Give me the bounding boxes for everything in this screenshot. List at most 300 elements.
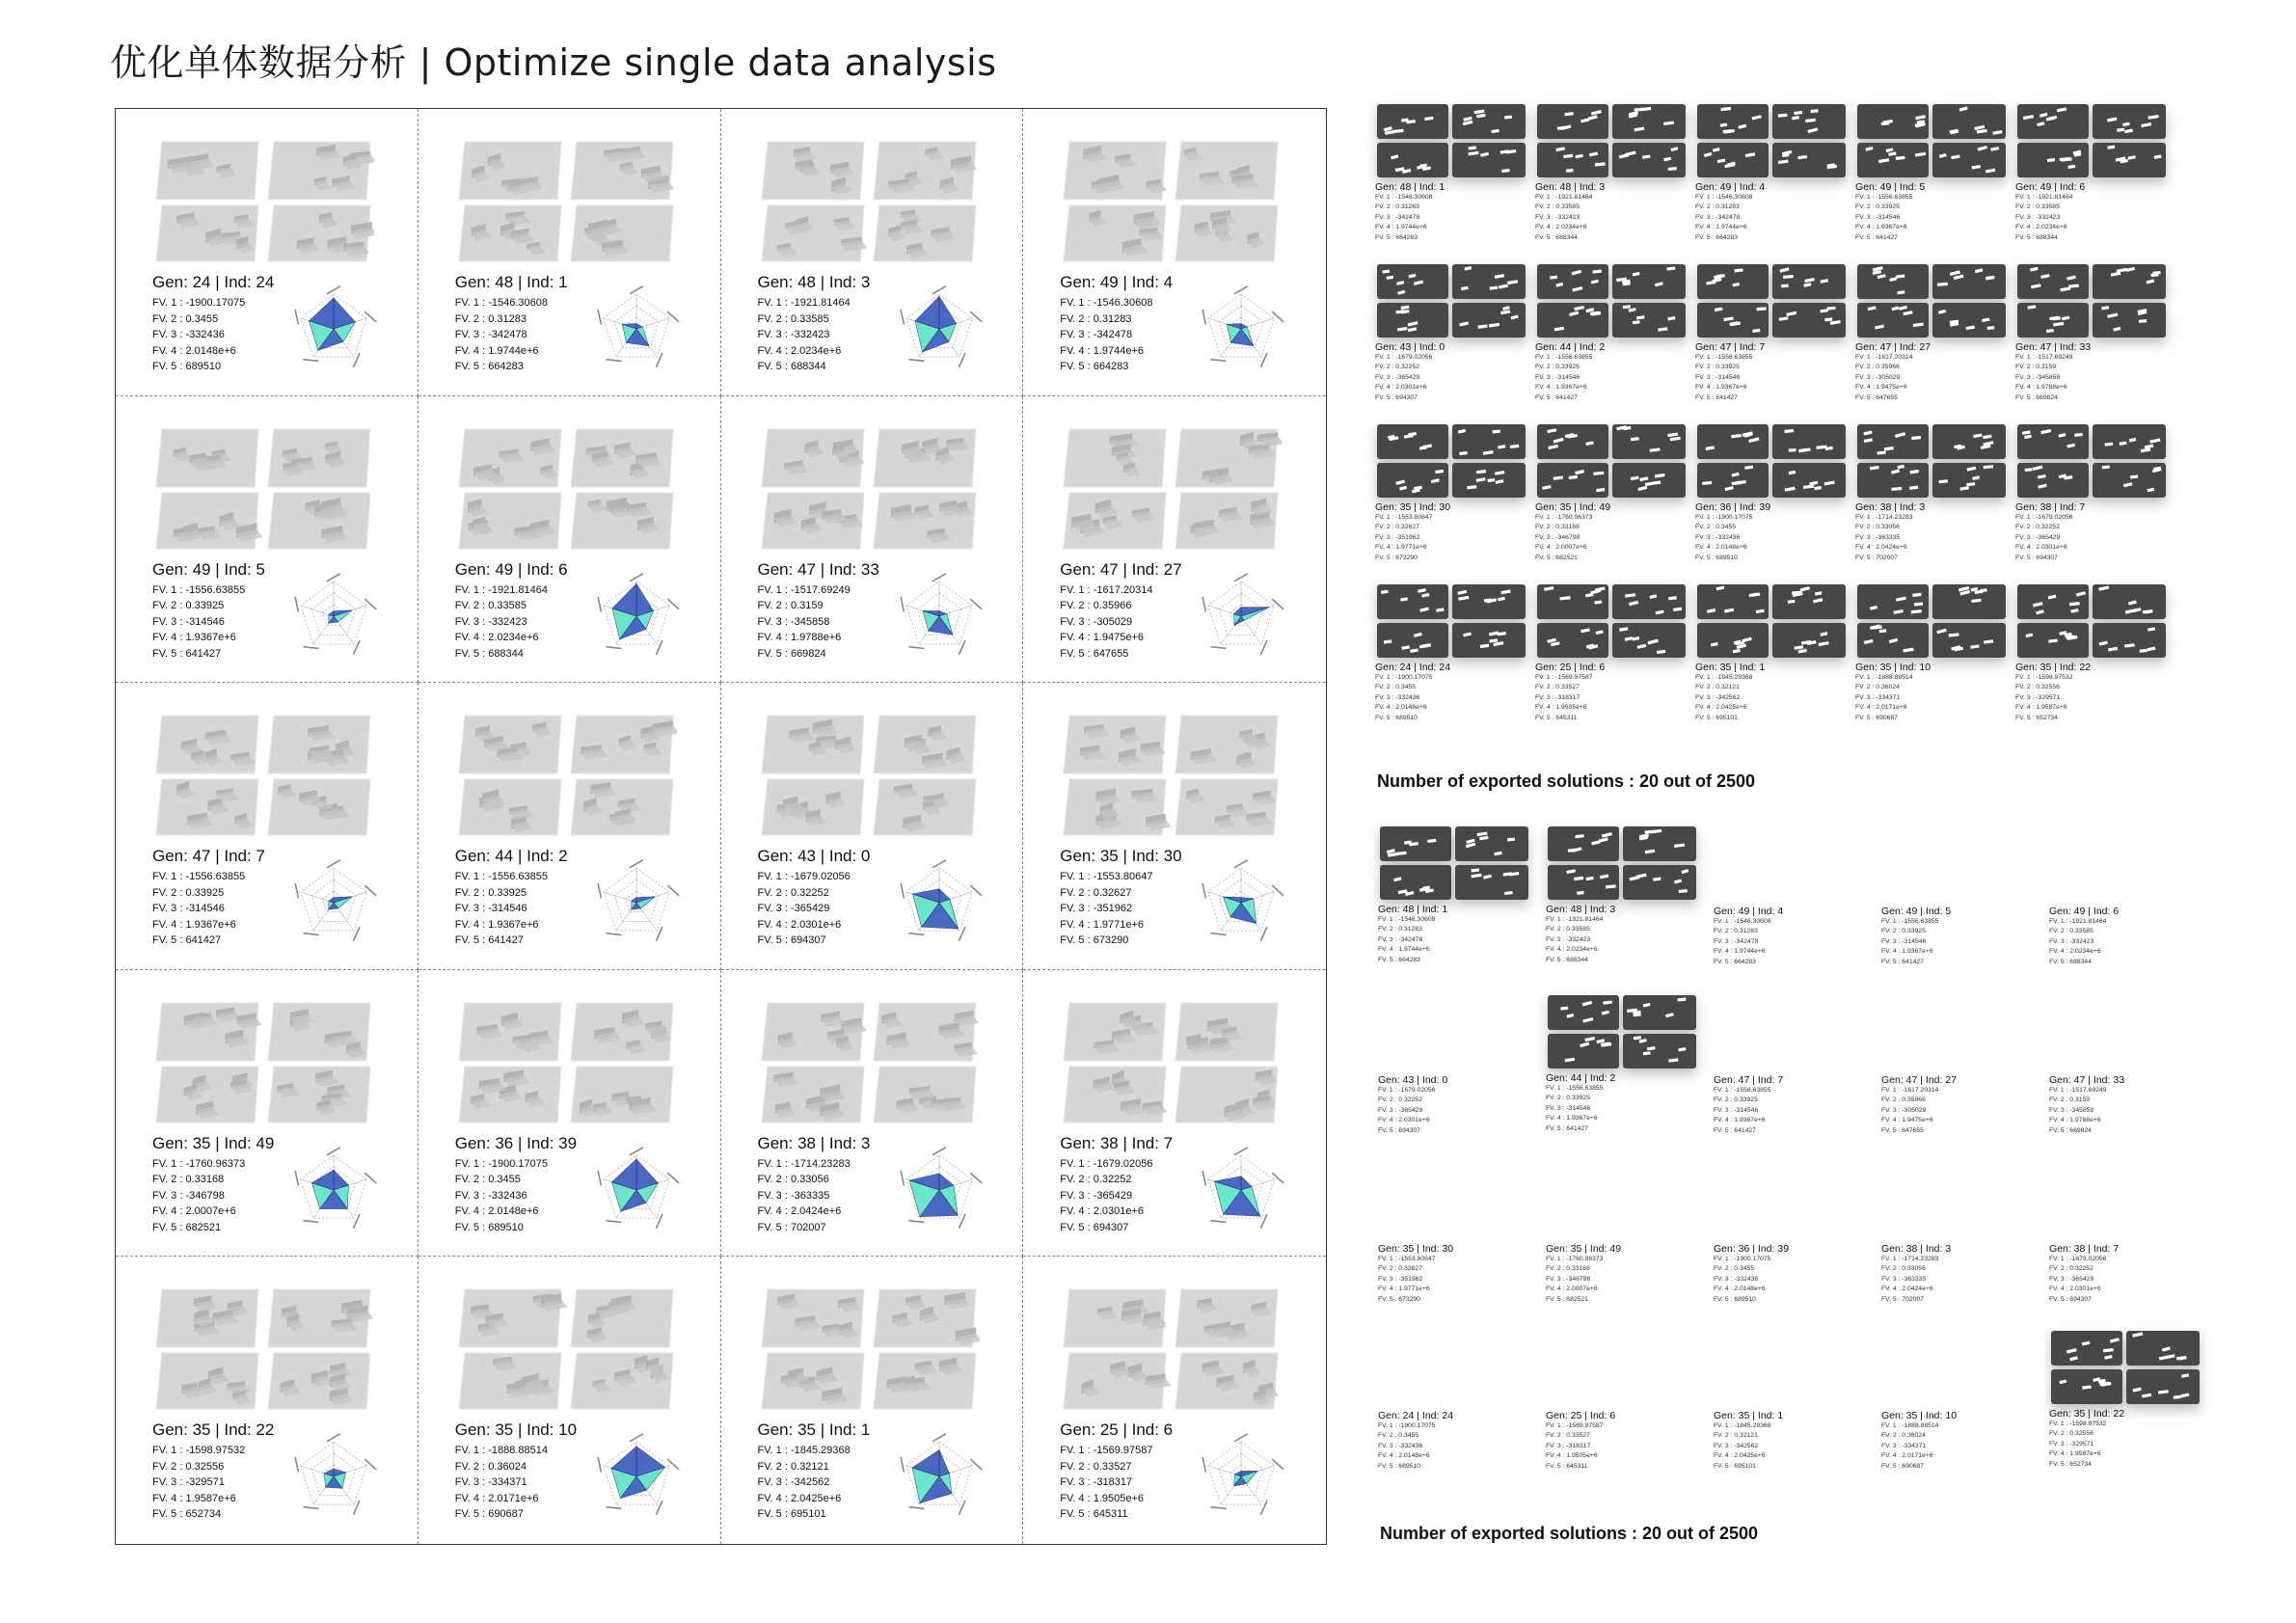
fitness-value: FV. 2 : 0.31283 [1714, 928, 1758, 935]
fitness-value: FV. 3 : -346798 [1546, 1275, 1591, 1283]
radar-axis-label [1260, 639, 1268, 654]
site-block [2017, 424, 2089, 459]
solution-thumbnail[interactable] [1535, 582, 1689, 723]
radar-axis-label [294, 883, 299, 899]
solution-thumbnail[interactable] [1881, 1410, 2036, 1472]
solution-title: Gen: 48 | Ind: 3 [1546, 904, 1616, 915]
solution-title: Gen: 47 | Ind: 27 [1060, 559, 1182, 579]
solution-thumbnail[interactable] [2049, 906, 2203, 967]
site-block [459, 1353, 561, 1409]
fitness-value: FV. 1 : -1517.69249 [757, 583, 851, 596]
fitness-value: FV. 5 : 669824 [757, 647, 826, 660]
fitness-value: FV. 2 : 0.36024 [454, 1460, 527, 1473]
solution-thumbnail[interactable] [2015, 422, 2170, 563]
solution-thumbnail[interactable] [1375, 102, 1529, 243]
fitness-value: FV. 3 : -332423 [2049, 937, 2094, 945]
radar-axis-label [958, 1501, 965, 1515]
fitness-value: FV. 2 : 0.32556 [152, 1460, 225, 1473]
fitness-value: FV. 4 : 1.9587e+6 [2049, 1450, 2101, 1458]
fitness-value: FV. 4 : 2.0425e+6 [757, 1492, 842, 1504]
solution-thumbnail[interactable] [2015, 582, 2170, 723]
exported-count-label-top: Number of exported solutions : 20 out of 2500 [1377, 771, 1756, 791]
fitness-value: FV. 3 : -332423 [1535, 213, 1580, 221]
fitness-value: FV. 1 : -1921.81464 [2015, 194, 2073, 201]
site-block [1697, 584, 1769, 619]
site-block [1612, 303, 1686, 338]
fitness-value: FV. 2 : 0.33925 [1714, 1096, 1758, 1104]
fitness-value: FV. 4 : 1.9744e+6 [1378, 946, 1430, 954]
massing-model-render [758, 425, 980, 551]
massing-model-render [1060, 138, 1282, 263]
radar-chart [1195, 570, 1287, 663]
radar-chart [1195, 856, 1287, 949]
fitness-value: FV. 1 : -1679.02056 [1375, 354, 1433, 361]
site-block [1064, 1289, 1167, 1347]
site-block [1377, 623, 1448, 658]
radar-axis-label [1272, 885, 1284, 897]
radar-axis-label [908, 1220, 924, 1223]
solution-thumbnail[interactable] [2049, 1074, 2203, 1136]
site-block [1772, 104, 1846, 139]
fitness-value: FV. 3 : -342562 [1695, 693, 1741, 701]
site-block [571, 1289, 673, 1347]
site-block [1623, 1034, 1696, 1068]
fitness-value: FV. 5 : 695101 [1714, 1462, 1756, 1470]
site-block [1452, 264, 1526, 299]
site-block [1377, 104, 1448, 139]
solution-thumbnail[interactable] [1695, 582, 1850, 723]
site-block [268, 1003, 370, 1061]
site-block [1857, 104, 1929, 139]
building-mass [2025, 468, 2033, 472]
fitness-value: FV. 4 : 1.9367e+6 [152, 918, 236, 931]
site-block [459, 1067, 561, 1123]
fitness-value: FV. 2 : 0.3159 [757, 600, 824, 612]
site-block [268, 1289, 373, 1347]
fitness-value: FV. 1 : -1617.20314 [1060, 583, 1153, 596]
solution-thumbnail[interactable] [1378, 825, 1532, 965]
solution-thumbnail[interactable] [1695, 262, 1850, 403]
fitness-value: FV. 4 : 2.0007e+6 [1546, 1285, 1598, 1293]
radar-axis-label [1202, 883, 1207, 899]
fitness-value: FV. 4 : 1.9367e+6 [1695, 384, 1747, 392]
fitness-values [1060, 1156, 1152, 1236]
solution-title: Gen: 35 | Ind: 10 [454, 1420, 578, 1440]
radar-axis-label [365, 1172, 377, 1183]
site-block [1857, 303, 1929, 338]
fitness-value: FV. 4 : 1.9475e+6 [1060, 632, 1144, 644]
fitness-value: FV. 2 : 0.36024 [1881, 1432, 1926, 1440]
solution-card [721, 1257, 1024, 1544]
massing-model-render [1855, 262, 2008, 339]
solution-thumbnail[interactable] [1378, 1074, 1532, 1136]
fitness-value: FV. 4 : 1.9505e+6 [1535, 704, 1587, 712]
radar-axis-label [655, 927, 662, 941]
site-block [762, 1003, 867, 1061]
fitness-value: FV. 3 : -365429 [1378, 1106, 1423, 1114]
fitness-value: FV. 1 : -1617.20314 [1855, 354, 1913, 361]
fitness-value: FV. 4 : 2.0425e+6 [1714, 1452, 1766, 1460]
radar-axis-label [1202, 596, 1207, 611]
solution-thumbnail[interactable] [1546, 1243, 1700, 1305]
fitness-value: FV. 4 : 2.0148e+6 [454, 1205, 539, 1218]
fitness-value: FV. 1 : -1714.23283 [757, 1157, 851, 1170]
site-block [1857, 584, 1929, 619]
fitness-value: FV. 5 : 688344 [2015, 233, 2058, 241]
fitness-value: FV. 1 : -1679.02056 [2049, 1256, 2107, 1262]
solution-thumbnail[interactable] [1855, 582, 2010, 723]
site-block [762, 1067, 864, 1123]
site-block [2093, 104, 2166, 139]
fitness-value: FV. 1 : -1845.29368 [757, 1445, 851, 1457]
radar-axis-label [303, 1506, 318, 1509]
fitness-value: FV. 2 : 0.32252 [1060, 1174, 1132, 1186]
solution-title: Gen: 35 | Ind: 22 [2049, 1408, 2125, 1420]
massing-model-render [1375, 422, 1527, 500]
fitness-value: FV. 5 : 702007 [757, 1221, 826, 1233]
solution-thumbnail[interactable] [1714, 1410, 1868, 1472]
solution-title: Gen: 47 | Ind: 33 [2049, 1074, 2125, 1086]
fitness-value: FV. 5 : 689510 [1714, 1295, 1756, 1303]
fitness-value: FV. 2 : 0.33585 [1546, 926, 1590, 933]
fitness-value: FV. 2 : 0.33585 [2049, 928, 2093, 935]
fitness-value: FV. 1 : -1553.80647 [1060, 871, 1153, 883]
site-block [1697, 463, 1769, 498]
fitness-value: FV. 3 : -332423 [2015, 213, 2061, 221]
massing-model-render [1378, 825, 1530, 902]
solution-thumbnail[interactable] [1881, 1243, 2036, 1305]
massing-model-render [455, 999, 677, 1124]
site-block [762, 1289, 864, 1347]
site-block [762, 429, 865, 487]
solution-title: Gen: 24 | Ind: 24 [152, 273, 275, 291]
fitness-value: FV. 2 : 0.32627 [1060, 886, 1132, 899]
solution-thumbnail[interactable] [1378, 1243, 1532, 1305]
site-block [268, 142, 374, 200]
fitness-value: FV. 4 : 2.0301e+6 [757, 918, 842, 931]
site-block [571, 493, 673, 549]
solution-thumbnail[interactable] [2015, 262, 2170, 403]
solution-title: Gen: 47 | Ind: 7 [152, 847, 265, 866]
site-block [1452, 424, 1526, 459]
site-block [874, 493, 976, 549]
fitness-value: FV. 3 : -342478 [1714, 937, 1759, 945]
solution-thumbnail[interactable] [1855, 102, 2010, 243]
radar-axis-label [365, 598, 377, 609]
fitness-value: FV. 2 : 0.33925 [1881, 928, 1926, 935]
solution-title: Gen: 35 | Ind: 30 [1060, 847, 1182, 866]
radar-chart [590, 283, 683, 375]
fitness-value: FV. 3 : -345858 [2049, 1106, 2094, 1114]
solution-thumbnail[interactable] [2049, 1329, 2203, 1470]
fitness-value: FV. 1 : -1556.63855 [1881, 918, 1939, 925]
fitness-value: FV. 5 : 695101 [1695, 714, 1738, 721]
solution-thumbnail[interactable] [1881, 906, 2036, 967]
radar-axis-label [294, 596, 299, 611]
solution-thumbnail[interactable] [1375, 262, 1529, 403]
fitness-value: FV. 2 : 0.33925 [152, 886, 225, 899]
massing-model-render [1535, 102, 1688, 179]
solution-title: Gen: 35 | Ind: 49 [152, 1133, 275, 1152]
solution-thumbnail[interactable] [1378, 1410, 1532, 1472]
solution-thumbnail[interactable] [1855, 262, 2010, 403]
solution-title: Gen: 36 | Ind: 39 [454, 1133, 578, 1152]
fitness-value: FV. 1 : -1845.29368 [1695, 674, 1753, 681]
solution-title: Gen: 43 | Ind: 0 [757, 847, 871, 866]
site-block [1455, 826, 1528, 861]
fitness-value: FV. 1 : -1546.30608 [1378, 916, 1436, 923]
fitness-value: FV. 2 : 0.33585 [1535, 203, 1580, 211]
site-block [156, 1003, 262, 1061]
solution-title: Gen: 25 | Ind: 6 [1060, 1420, 1174, 1440]
radar-chart [893, 283, 986, 375]
radar-axis-label [327, 573, 341, 582]
solution-thumbnail[interactable] [1535, 422, 1689, 563]
site-block [1612, 143, 1686, 177]
fitness-value: FV. 3 : -363335 [1881, 1275, 1927, 1283]
fitness-value: FV. 1 : -1679.02056 [1378, 1087, 1436, 1094]
radar-axis-label [1211, 646, 1227, 649]
site-block [268, 716, 370, 773]
site-block [874, 205, 976, 261]
radar-axis-label [353, 927, 361, 941]
site-block [762, 493, 864, 549]
radar-axis-label [908, 933, 924, 935]
fitness-value: FV. 4 : 2.0424e+6 [1881, 1285, 1933, 1293]
solution-thumbnail[interactable] [1714, 1243, 1868, 1305]
fitness-value: FV. 1 : -1760.96373 [1535, 514, 1593, 521]
site-block [2017, 303, 2089, 338]
fitness-value: FV. 1 : -1556.63855 [1546, 1085, 1604, 1092]
radar-axis-label [294, 1457, 299, 1473]
solution-thumbnail[interactable] [1375, 582, 1529, 723]
site-block [1932, 584, 2006, 619]
fitness-value: FV. 3 : -329571 [152, 1476, 225, 1489]
site-block [2093, 424, 2166, 459]
solution-title: Gen: 35 | Ind: 1 [757, 1420, 871, 1440]
fitness-value: FV. 5 : 694307 [1378, 1126, 1420, 1134]
radar-axis-label [655, 1214, 662, 1229]
radar-axis-label [294, 1170, 299, 1185]
site-block [459, 1289, 567, 1347]
fitness-value: FV. 4 : 2.0301e+6 [2015, 544, 2067, 552]
site-block [156, 1353, 258, 1409]
solution-title: Gen: 25 | Ind: 6 [1535, 662, 1606, 673]
radar-chart [590, 570, 683, 663]
radar-chart [590, 856, 683, 949]
site-block [1537, 143, 1608, 177]
fitness-value: FV. 3 : -314546 [1695, 373, 1741, 381]
fitness-value: FV. 5 : 641427 [1881, 958, 1924, 965]
site-block [268, 493, 370, 549]
fitness-value: FV. 5 : 689510 [152, 361, 222, 372]
fitness-value: FV. 4 : 1.9367e+6 [152, 632, 236, 644]
solution-title: Gen: 49 | Ind: 4 [1695, 181, 1766, 193]
site-block [1932, 143, 2006, 177]
site-block [1697, 303, 1769, 338]
radar-chart [1195, 283, 1287, 375]
fitness-value: FV. 1 : -1598.97532 [2015, 674, 2073, 681]
site-block [1857, 623, 1929, 658]
massing-model-render [1375, 582, 1527, 660]
site-block [1623, 865, 1696, 900]
fitness-value: FV. 5 : 645311 [1060, 1508, 1128, 1521]
fitness-value: FV. 2 : 0.35966 [1060, 600, 1132, 612]
solution-thumbnail[interactable] [1535, 102, 1689, 243]
radar-axis-label [969, 1459, 982, 1471]
massing-model-render [758, 138, 980, 263]
site-block [1064, 142, 1167, 200]
fitness-values [1060, 582, 1152, 663]
massing-model-render [2015, 262, 2168, 339]
radar-axis-label [908, 1506, 924, 1509]
radar-chart [590, 1144, 683, 1236]
site-block [1857, 463, 1929, 498]
massing-model-render [455, 425, 677, 551]
fitness-value: FV. 1 : -1546.30608 [1375, 194, 1433, 201]
site-block [1697, 143, 1769, 177]
site-block [762, 142, 864, 200]
fitness-value: FV. 2 : 0.3159 [2049, 1096, 2091, 1104]
fitness-value: FV. 2 : 0.3455 [1375, 684, 1417, 691]
site-block [1064, 205, 1166, 261]
fitness-value: FV. 3 : -365429 [2015, 533, 2061, 541]
site-block [1537, 264, 1608, 299]
massing-model-render [1855, 102, 2008, 179]
radar-chart [287, 1144, 380, 1236]
solution-card [1023, 683, 1326, 970]
radar-axis-label [597, 1170, 602, 1185]
fitness-value: FV. 4 : 2.0148e+6 [152, 344, 236, 357]
site-block [1452, 623, 1526, 658]
radar-axis-label [597, 310, 602, 325]
site-block [1772, 303, 1846, 338]
solution-thumbnail[interactable] [1535, 262, 1689, 403]
site-block [1697, 264, 1769, 299]
radar-chart [893, 1430, 986, 1523]
massing-model-render [1546, 825, 1698, 902]
solution-thumbnail[interactable] [2015, 102, 2170, 243]
site-block [156, 1067, 258, 1123]
massing-model-render [758, 1285, 980, 1411]
fitness-value: FV. 3 : -332436 [1375, 693, 1420, 701]
solution-thumbnail[interactable] [1375, 422, 1529, 563]
site-block [1064, 1067, 1168, 1123]
fitness-value: FV. 4 : 1.9744e+6 [1714, 948, 1766, 956]
massing-model-render [152, 425, 374, 551]
fitness-value: FV. 1 : -1546.30608 [454, 297, 548, 309]
massing-model-render [2015, 582, 2168, 660]
site-block [1175, 429, 1282, 487]
solution-thumbnail[interactable] [1546, 993, 1700, 1134]
fitness-value: FV. 4 : 2.0424e+6 [757, 1205, 842, 1218]
radar-axis-label [1234, 859, 1249, 868]
fitness-value: FV. 1 : -1546.30608 [1714, 918, 1771, 925]
solution-title: Gen: 48 | Ind: 1 [1375, 181, 1445, 193]
radar-axis-label [932, 573, 946, 582]
radar-axis-label [1272, 311, 1284, 323]
solution-thumbnail[interactable] [1714, 906, 1868, 967]
fitness-value: FV. 1 : -1556.63855 [1855, 194, 1913, 201]
fitness-value: FV. 3 : -318317 [1535, 693, 1580, 701]
massing-model-render [2015, 102, 2168, 179]
fitness-value: FV. 5 : 673290 [1378, 1295, 1420, 1303]
solution-title: Gen: 35 | Ind: 10 [1881, 1410, 1958, 1421]
solution-thumbnail[interactable] [1695, 102, 1850, 243]
fitness-value: FV. 2 : 0.36024 [1855, 684, 1900, 691]
fitness-value: FV. 1 : -1556.63855 [454, 871, 548, 883]
fitness-value: FV. 5 : 694307 [1060, 1221, 1129, 1233]
radar-axis-label [1234, 1434, 1249, 1443]
fitness-value: FV. 4 : 2.0007e+6 [1535, 544, 1587, 552]
solution-thumbnail[interactable] [1546, 1410, 1700, 1472]
radar-axis-label [1202, 1457, 1207, 1473]
solution-card [419, 970, 721, 1258]
site-block [1697, 623, 1769, 658]
fitness-value: FV. 3 : -351962 [1375, 533, 1420, 541]
solution-card [721, 109, 1024, 396]
fitness-value: FV. 2 : 0.35966 [1855, 364, 1900, 371]
solution-title: Gen: 49 | Ind: 6 [2049, 906, 2120, 917]
fitness-value: FV. 4 : 2.0301e+6 [1378, 1117, 1430, 1124]
site-block [2093, 303, 2166, 338]
fitness-value: FV. 2 : 0.31283 [1060, 312, 1132, 325]
solution-thumbnail[interactable] [1714, 1074, 1868, 1136]
solution-thumbnail[interactable] [2049, 1243, 2203, 1305]
fitness-value: FV. 5 : 664283 [1375, 233, 1418, 241]
fitness-value: FV. 1 : -1556.63855 [1695, 354, 1753, 361]
site-block [1548, 826, 1619, 861]
solution-thumbnail[interactable] [1695, 422, 1850, 563]
site-block [1548, 865, 1619, 900]
fitness-value: FV. 4 : 2.0234e+6 [2015, 224, 2067, 231]
solution-card [1023, 396, 1326, 684]
fitness-value: FV. 4 : 1.9744e+6 [1375, 224, 1427, 231]
fitness-value: FV. 5 : 645311 [1546, 1462, 1588, 1470]
solution-thumbnail[interactable] [1881, 1074, 2036, 1136]
fitness-value: FV. 4 : 2.0424e+6 [1855, 544, 1907, 552]
fitness-value: FV. 4 : 2.0425e+6 [1695, 704, 1747, 712]
site-block [1452, 463, 1526, 498]
site-block [1772, 424, 1846, 459]
site-block [1697, 424, 1769, 459]
solution-thumbnail[interactable] [1855, 422, 2010, 563]
fitness-value: FV. 2 : 0.32252 [1378, 1096, 1422, 1104]
fitness-value: FV. 1 : -1900.17075 [1378, 1422, 1436, 1429]
fitness-value: FV. 2 : 0.3455 [1714, 1265, 1755, 1273]
radar-axis-label [1202, 310, 1207, 325]
radar-axis-label [969, 885, 982, 897]
site-block [571, 1003, 673, 1061]
site-block [156, 716, 258, 773]
fitness-value: FV. 1 : -1598.97532 [2049, 1420, 2107, 1427]
massing-model-render [152, 138, 374, 263]
fitness-values [455, 1443, 548, 1523]
radar-axis-label [958, 1214, 965, 1229]
solution-thumbnail[interactable] [1546, 825, 1700, 965]
solution-title: Gen: 38 | Ind: 3 [757, 1133, 871, 1152]
fitness-value: FV. 3 : -365429 [1060, 1189, 1133, 1202]
fitness-value: FV. 2 : 0.33585 [2015, 203, 2060, 211]
site-block [571, 1353, 673, 1409]
radar-axis-label [597, 1457, 602, 1473]
radar-axis-label [969, 1172, 982, 1183]
fitness-value: FV. 5 : 688344 [2049, 958, 2092, 965]
site-block [2093, 463, 2166, 498]
solution-title: Gen: 38 | Ind: 3 [1881, 1243, 1952, 1255]
fitness-value: FV. 2 : 0.32252 [2049, 1265, 2093, 1273]
fitness-value: FV. 4 : 1.9367e+6 [1546, 1115, 1598, 1123]
